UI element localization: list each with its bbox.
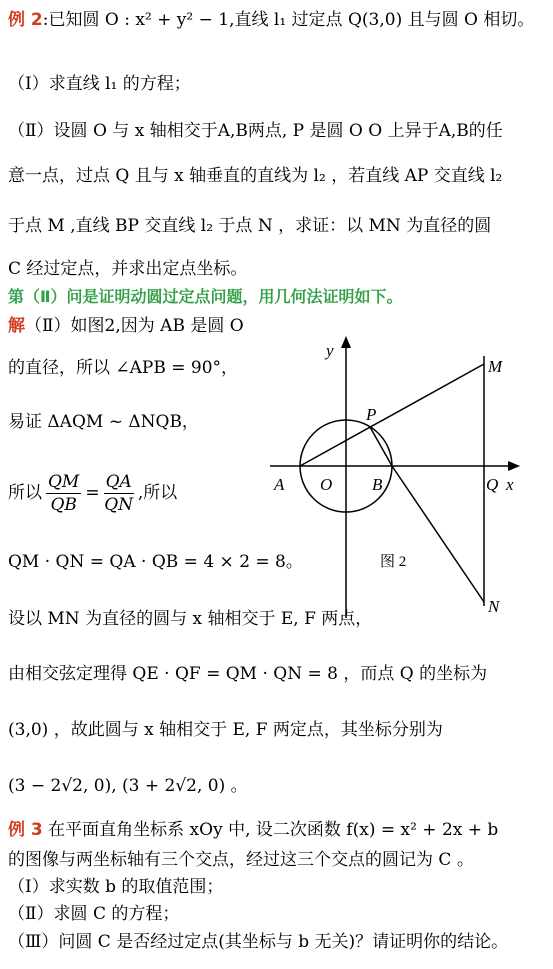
ex3-line2: 的图像与两坐标轴有三个交点，经过这三个交点的圆记为 C 。 — [8, 850, 474, 870]
label-y: y — [326, 341, 334, 360]
ex3-line1 — [8, 818, 498, 842]
solution-line8: (3,0) ，故此圆与 x 轴相交于 E, F 两定点，其坐标分别为 — [8, 720, 443, 740]
label-M: M — [488, 357, 503, 376]
figure-caption: 图 2 — [380, 554, 407, 570]
ex2-part2-line2: 意一点，过点 Q 且与 x 轴垂直的直线为 l₂ ，若直线 AP 交直线 l₂ — [8, 166, 503, 186]
ex2-part2-line3: 于点 M ,直线 BP 交直线 l₂ 于点 N ，求证：以 MN 为直径的圆 — [8, 216, 492, 236]
solution-line2: 的直径，所以 ∠APB = 90°， — [8, 358, 239, 378]
line-BN — [392, 466, 484, 602]
x-axis-arrow — [508, 461, 520, 471]
ex2-line1 — [8, 8, 534, 32]
label-B: B — [372, 475, 383, 494]
fraction-qm-qb — [46, 471, 81, 516]
solution-text1: （Ⅱ）如图2,因为 AB 是圆 O — [25, 316, 244, 336]
ex2-label: 例 2 — [8, 10, 43, 30]
frac1-numerator: QM — [48, 472, 80, 492]
line-AM — [300, 364, 484, 466]
solution-label: 解 — [8, 316, 25, 336]
label-A: A — [274, 475, 285, 494]
y-axis-arrow — [341, 336, 351, 348]
solution-line1 — [8, 314, 244, 338]
fraction-qa-qn — [104, 471, 134, 516]
ex2-part2-line4: C 经过定点，并求出定点坐标。 — [8, 259, 248, 279]
solution-line4 — [8, 470, 177, 516]
label-N: N — [488, 597, 500, 616]
frac2-denominator: QN — [104, 495, 134, 515]
solution-line5: QM · QN = QA · QB = 4 × 2 = 8。 — [8, 552, 303, 572]
ex3-label: 例 3 — [8, 820, 43, 840]
label-P: P — [366, 405, 377, 424]
ex2-statement: :已知圆 O : x² + y² − 1,直线 l₁ 过定点 Q(3,0) 且与圆 O 相切。 — [42, 10, 535, 30]
equals-sign: = — [85, 483, 100, 503]
ex3-part3: （Ⅲ）问圆 C 是否经过定点(其坐标与 b 无关)？请证明你的结论。 — [8, 932, 509, 952]
geometry-figure — [262, 328, 534, 628]
highlight-note: 第（Ⅱ）问是证明动圆过定点问题，用几何法证明如下。 — [8, 287, 403, 306]
label-Q: Q — [486, 475, 499, 494]
ex2-part2-line1: （Ⅱ）设圆 O 与 x 轴相交于A,B两点, P 是圆 O O 上异于A,B的任 — [8, 121, 503, 141]
label-x: x — [506, 475, 514, 494]
ex2-part1: （Ⅰ）求直线 l₁ 的方程； — [8, 74, 191, 94]
ex3-part2: （Ⅱ）求圆 C 的方程； — [8, 904, 180, 924]
frac1-denominator: QB — [50, 495, 77, 515]
solution-line3: 易证 ΔAQM ~ ΔNQB， — [8, 412, 199, 432]
solution-line7: 由相交弦定理得 QE · QF = QM · QN = 8 ，而点 Q 的坐标为 — [8, 664, 488, 684]
so-prefix: 所以 — [8, 483, 42, 503]
label-O: O — [320, 475, 333, 494]
frac2-numerator: QA — [105, 472, 132, 492]
ex3-statement1: 在平面直角坐标系 xOy 中, 设二次函数 f(x) = x² + 2x + b — [48, 820, 499, 840]
solution-line6: 设以 MN 为直径的圆与 x 轴相交于 E, F 两点， — [8, 609, 373, 629]
ex3-part1: （Ⅰ）求实数 b 的取值范围； — [8, 877, 224, 897]
so-suffix: ,所以 — [137, 483, 178, 503]
segment-PB — [370, 427, 392, 466]
solution-line9: (3 − 2√2, 0), (3 + 2√2, 0) 。 — [8, 776, 248, 796]
